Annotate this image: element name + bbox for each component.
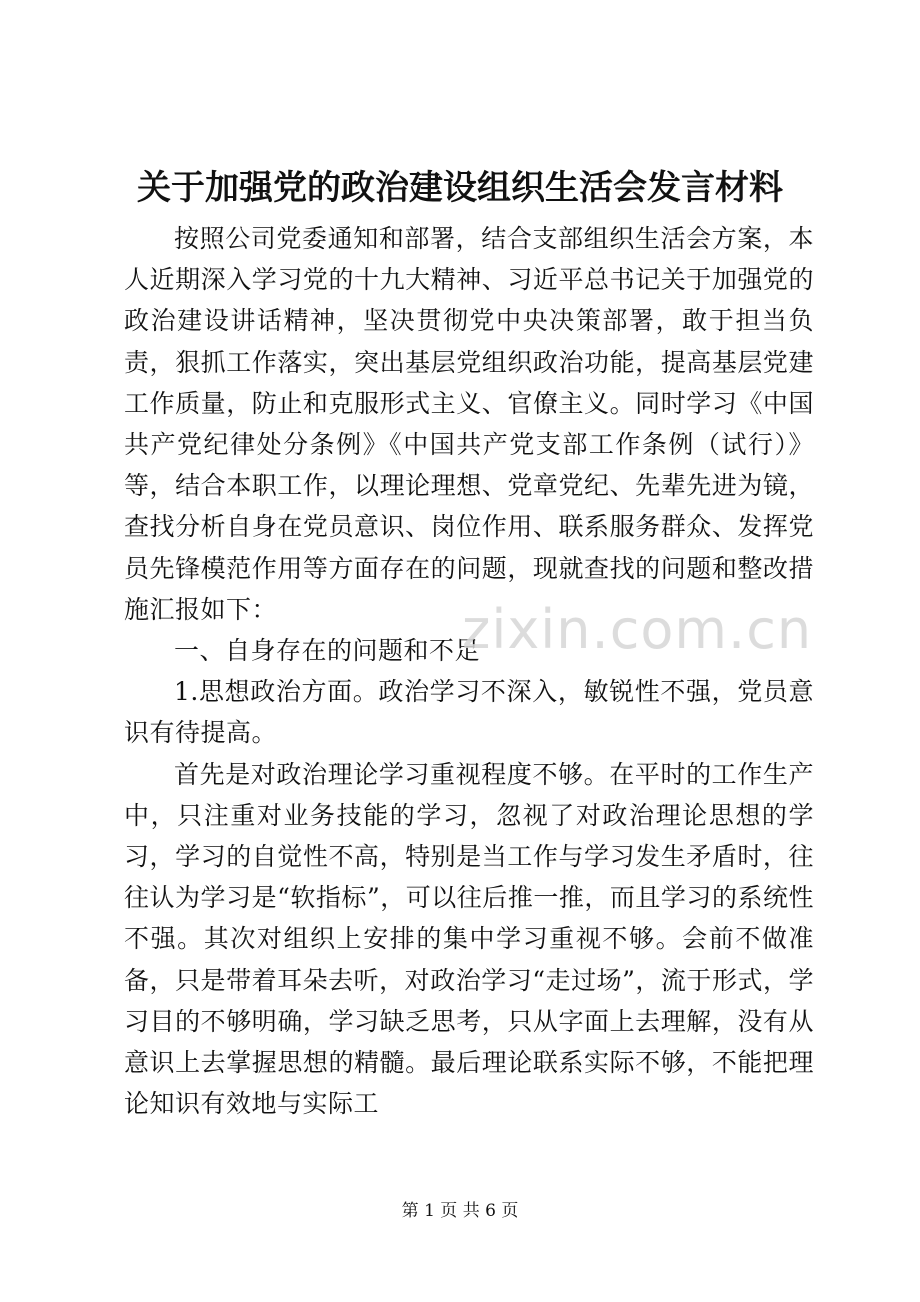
watermark: zixin.com.cn bbox=[462, 598, 813, 661]
document-body bbox=[124, 218, 814, 1124]
paragraph-intro: 按照公司党委通知和部署，结合支部组织生活会方案，本人近期深入学习党的十九大精神、习近平总书记关于加强党的政治建设讲话精神，坚决贯彻党中央决策部署，敢于担当负责，狠抓工作落实，突出基层党组织政治功能，提高基层党建工作质量，防止和克服形式主义、官僚主义。同时学习《中国共产党纪律处分条例》《中国共产党支部工作条例（试行）》等，结合本职工作，以理论理想、党章党纪、先辈先进为镜，查找分析自身在党员意识、岗位作用、联系服务群众、发挥党员先锋模范作用等方面存在的问题，现就查找的问题和整改措施汇报如下： bbox=[124, 224, 814, 624]
paragraph-section-heading: 一、自身存在的问题和不足 bbox=[174, 636, 481, 666]
page-title: 关于加强党的政治建设组织生活会发言材料 bbox=[137, 168, 783, 208]
paragraph-detail: 首先是对政治理论学习重视程度不够。在平时的工作生产中，只注重对业务技能的学习，忽视了对政治理论思想的学习，学习的自觉性不高，特别是当工作与学习发生矛盾时，往往认为学习是“软指标”，可以往后推一推，而且学习的系统性不强。其次对组织上安排的集中学习重视不够。会前不做准备，只是带着耳朵去听，对政治学习“走过场”，流于形式，学习目的不够明确，学习缺乏思考，只从字面上去理解，没有从意识上去掌握思想的精髓。最后理论联系实际不够，不能把理论知识有效地与实际工 bbox=[124, 759, 814, 1119]
page-footer: 第 1 页 共 6 页 bbox=[401, 1201, 519, 1221]
paragraph-item-1: 1.思想政治方面。政治学习不深入，敏锐性不强，党员意识有待提高。 bbox=[124, 677, 814, 748]
